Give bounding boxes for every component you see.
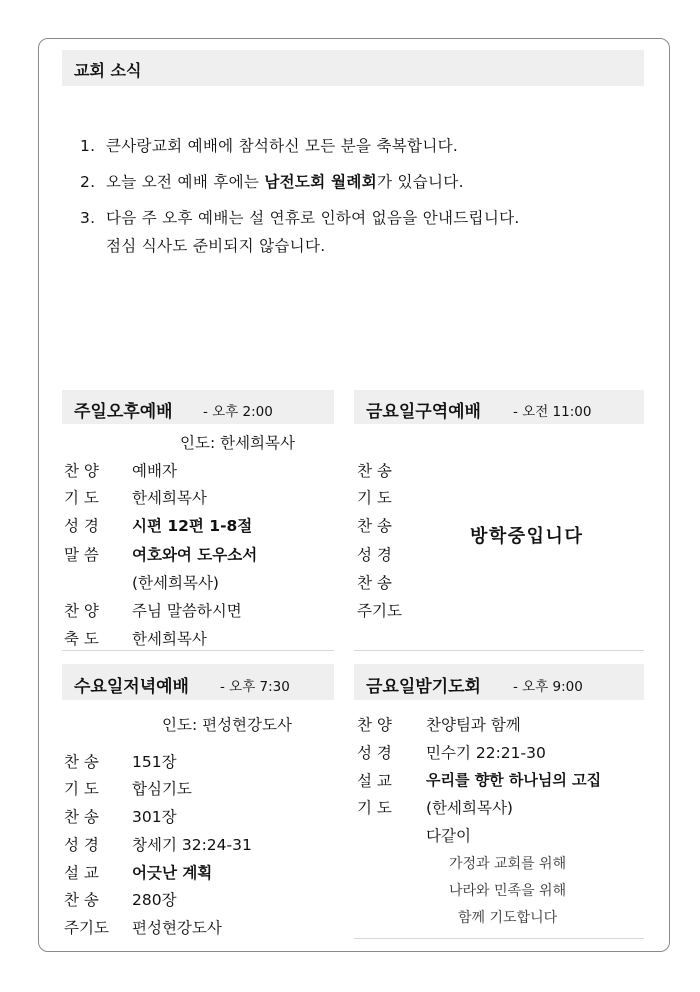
friday-district-row-label: 성 경 — [357, 546, 392, 564]
friday-district-title: 금요일구역예배 — [366, 402, 481, 422]
friday-district-row-label: 찬 송 — [357, 574, 392, 592]
sunday-pm-row-label: 축 도 — [64, 630, 99, 648]
wednesday-pm-row-value: 창세기 32:24-31 — [132, 836, 252, 854]
friday-night-row-label: 설 교 — [357, 772, 392, 790]
sunday-pm-row-value: 예배자 — [132, 462, 177, 480]
sunday-pm-row-label: 성 경 — [64, 517, 99, 535]
news-title: 교회 소식 — [74, 61, 142, 80]
wednesday-pm-row-value: 151장 — [132, 753, 177, 771]
sunday-pm-divider — [62, 650, 334, 651]
friday-night-time: - 오후 9:00 — [513, 679, 583, 695]
wednesday-pm-row-label: 찬 송 — [64, 808, 99, 826]
friday-night-row-label: 기 도 — [357, 799, 392, 817]
friday-district-notice: 방학중입니다 — [470, 526, 584, 547]
news-item: 2. 오늘 오전 예배 후에는 남전도회 월례회가 있습니다. — [80, 173, 464, 191]
wednesday-pm-row-value: 301장 — [132, 808, 177, 826]
friday-district-row-label: 찬 송 — [357, 462, 392, 480]
news-item: 1. 큰사랑교회 예배에 참석하신 모든 분을 축복합니다. — [80, 137, 459, 155]
wednesday-pm-sermon-title: 어긋난 계획 — [132, 864, 213, 882]
friday-night-row-value: 민수기 22:21-30 — [426, 744, 546, 762]
wednesday-pm-row-label: 기 도 — [64, 780, 99, 798]
sunday-pm-title: 주일오후예배 — [74, 402, 173, 422]
sunday-pm-row-value: 시편 12편 1-8절 — [132, 517, 253, 535]
news-header-bar — [62, 50, 644, 86]
wednesday-pm-title: 수요일저녁예배 — [74, 677, 189, 697]
friday-night-title: 금요일밤기도회 — [366, 677, 481, 697]
wednesday-pm-row-label: 찬 송 — [64, 753, 99, 771]
friday-district-row-label: 주기도 — [357, 602, 402, 620]
wednesday-pm-leader: 인도: 편성현강도사 — [162, 716, 292, 734]
sunday-pm-row-label: 말 씀 — [64, 546, 99, 564]
sunday-pm-row-label: 기 도 — [64, 489, 99, 507]
friday-night-prayer-topic: 가정과 교회를 위해 — [449, 856, 567, 872]
wednesday-pm-row-label: 성 경 — [64, 836, 99, 854]
sunday-pm-preacher: (한세희목사) — [132, 574, 219, 592]
wednesday-pm-row-label: 찬 송 — [64, 891, 99, 909]
friday-night-row-value: 다같이 — [426, 827, 471, 845]
friday-night-row-label: 찬 양 — [357, 716, 392, 734]
friday-night-row-label: 성 경 — [357, 744, 392, 762]
friday-district-row-label: 기 도 — [357, 489, 392, 507]
news-item-continuation: 점심 식사도 준비되지 않습니다. — [106, 237, 326, 255]
wednesday-pm-row-value: 합심기도 — [132, 780, 192, 798]
friday-district-time: - 오전 11:00 — [513, 404, 592, 420]
sunday-pm-row-value: 한세희목사 — [132, 489, 207, 507]
wednesday-pm-row-value: 280장 — [132, 891, 177, 909]
friday-district-divider — [354, 650, 644, 651]
wednesday-pm-row-label: 설 교 — [64, 864, 99, 882]
friday-night-sermon-title: 우리를 향한 하나님의 고집 — [426, 771, 602, 789]
friday-night-row-value: 찬양팀과 함께 — [426, 716, 521, 734]
friday-night-divider — [354, 938, 644, 939]
sunday-pm-time: - 오후 2:00 — [203, 404, 273, 420]
sunday-pm-leader: 인도: 한세희목사 — [180, 434, 295, 452]
wednesday-pm-row-value: 편성현강도사 — [132, 919, 222, 937]
sunday-pm-row-label: 찬 양 — [64, 602, 99, 620]
friday-night-prayer-topic: 나라와 민족을 위해 — [449, 883, 567, 899]
sunday-pm-row-value: 주님 말씀하시면 — [132, 602, 242, 620]
wednesday-pm-time: - 오후 7:30 — [220, 679, 290, 695]
news-item: 3. 다음 주 오후 예배는 설 연휴로 인하여 없음을 안내드립니다. — [80, 209, 520, 227]
sunday-pm-row-value: 한세희목사 — [132, 630, 207, 648]
wednesday-pm-row-label: 주기도 — [64, 919, 109, 937]
friday-night-prayer-topic: 함께 기도합니다 — [458, 910, 558, 926]
news-list — [80, 128, 520, 236]
friday-district-row-label: 찬 송 — [357, 517, 392, 535]
friday-night-row-value: (한세희목사) — [426, 799, 513, 817]
sunday-pm-sermon-title: 여호와여 도우소서 — [132, 546, 258, 564]
sunday-pm-row-label: 찬 양 — [64, 462, 99, 480]
